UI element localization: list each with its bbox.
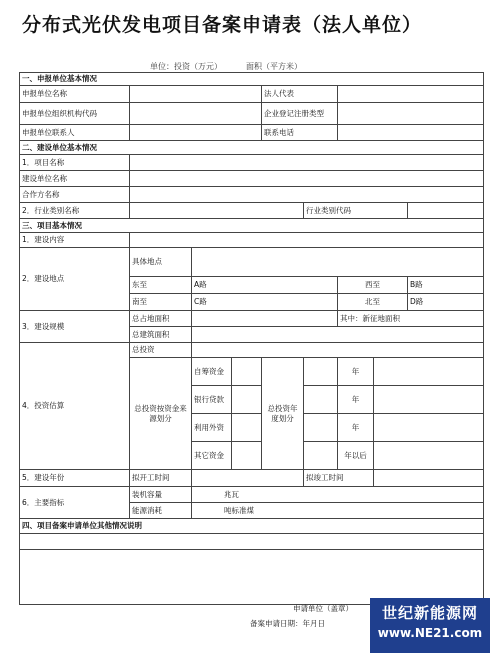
capacity-field[interactable] [192,487,484,503]
unit-area: 面积（平方米） [246,62,302,71]
energy-unit: 吨标准煤 [224,505,254,515]
finish-time-field[interactable] [374,470,484,487]
start-time-label: 拟开工时间 [130,470,192,487]
applicant-seal-label: 申请单位（盖章） [293,604,353,613]
year-3-field[interactable] [304,414,338,442]
reg-type-field[interactable] [338,103,484,125]
location-detail-field[interactable] [192,248,484,277]
bank-loan-field[interactable] [232,386,262,414]
south-label: 南至 [130,294,192,311]
foreign-funds-label: 利用外资 [192,414,232,442]
period-label: 5．建设年份 [20,470,130,487]
build-area-field[interactable] [192,327,484,343]
start-time-field[interactable] [192,470,304,487]
year-1-label: 年 [338,358,374,386]
build-content-label: 1．建设内容 [20,233,130,248]
form-title: 分布式光伏发电项目备案申请表（法人单位） [22,14,423,36]
industry-category-field[interactable] [130,203,304,219]
year-2-amount[interactable] [374,386,484,414]
project-name-field[interactable] [130,155,484,171]
year-1-amount[interactable] [374,358,484,386]
org-code-label: 申报单位组织机构代码 [20,103,130,125]
site-watermark [370,598,490,653]
year-after-label: 年以后 [338,442,374,470]
org-code-field[interactable] [130,103,262,125]
contact-field[interactable] [130,125,262,141]
foreign-funds-field[interactable] [232,414,262,442]
location-detail-label: 具体地点 [130,248,192,277]
year-after-amount[interactable] [374,442,484,470]
indicators-label: 6．主要指标 [20,487,130,519]
energy-label: 能源消耗 [130,503,192,519]
self-funds-field[interactable] [232,358,262,386]
invest-label: 4．投资估算 [20,343,130,470]
north-field[interactable]: D路 [408,294,484,311]
total-invest-label: 总投资 [130,343,192,358]
builder-name-field[interactable] [130,171,484,187]
year-2-field[interactable] [304,386,338,414]
other-notes-field[interactable] [20,550,484,605]
applicant-name-label: 申报单位名称 [20,86,130,103]
bank-loan-label: 银行贷款 [192,386,232,414]
phone-field[interactable] [338,125,484,141]
other-notes-line[interactable] [20,534,484,550]
capacity-label: 装机容量 [130,487,192,503]
industry-category-label: 2．行业类别名称 [20,203,130,219]
section-3-header: 三、项目基本情况 [20,219,484,233]
unit-note [150,61,326,72]
phone-label: 联系电话 [262,125,338,141]
project-name-label: 1．项目名称 [20,155,130,171]
east-label: 东至 [130,277,192,294]
build-content-field[interactable] [130,233,484,248]
west-field[interactable]: B路 [408,277,484,294]
industry-code-field[interactable] [408,203,484,219]
scale-label: 3．建设规模 [20,311,130,343]
location-label: 2．建设地点 [20,248,130,311]
legal-rep-label: 法人代表 [262,86,338,103]
application-date-label: 备案申请日期：年月日 [250,619,325,628]
energy-field[interactable] [192,503,484,519]
west-label: 西至 [338,277,408,294]
builder-name-label: 建设单位名称 [20,171,130,187]
other-funds-field[interactable] [232,442,262,470]
applicant-name-field[interactable] [130,86,262,103]
unit-invest: 单位：投资（万元） [150,62,222,71]
year-3-label: 年 [338,414,374,442]
east-field[interactable]: A路 [192,277,338,294]
partner-name-label: 合作方名称 [20,187,130,203]
north-label: 北至 [338,294,408,311]
year-1-field[interactable] [304,358,338,386]
other-funds-label: 其它资金 [192,442,232,470]
capacity-unit: 兆瓦 [224,489,239,499]
application-form-table [19,72,484,605]
section-2-header: 二、建设单位基本情况 [20,141,484,155]
industry-code-label: 行业类别代码 [304,203,408,219]
finish-time-label: 拟竣工时间 [304,470,374,487]
new-land-label: 其中：新征地面积 [338,311,484,327]
year-3-amount[interactable] [374,414,484,442]
reg-type-label: 企业登记注册类型 [262,103,338,125]
contact-label: 申报单位联系人 [20,125,130,141]
funding-source-label: 总投资按资金来源划分 [130,358,192,470]
self-funds-label: 自筹资金 [192,358,232,386]
year-2-label: 年 [338,386,374,414]
land-area-field[interactable] [192,311,338,327]
total-invest-field[interactable] [192,343,484,358]
year-after-field[interactable] [304,442,338,470]
watermark-title: 世纪新能源网 [381,604,478,622]
section-1-header: 一、申报单位基本情况 [20,73,484,86]
south-field[interactable]: C路 [192,294,338,311]
partner-name-field[interactable] [130,187,484,203]
build-area-label: 总建筑面积 [130,327,192,343]
watermark-url: www.NE21.com [377,626,483,640]
section-4-header: 四、项目备案申请单位其他情况说明 [20,519,484,534]
legal-rep-field[interactable] [338,86,484,103]
land-area-label: 总占地面积 [130,311,192,327]
annual-split-label: 总投资年度划分 [262,358,304,470]
